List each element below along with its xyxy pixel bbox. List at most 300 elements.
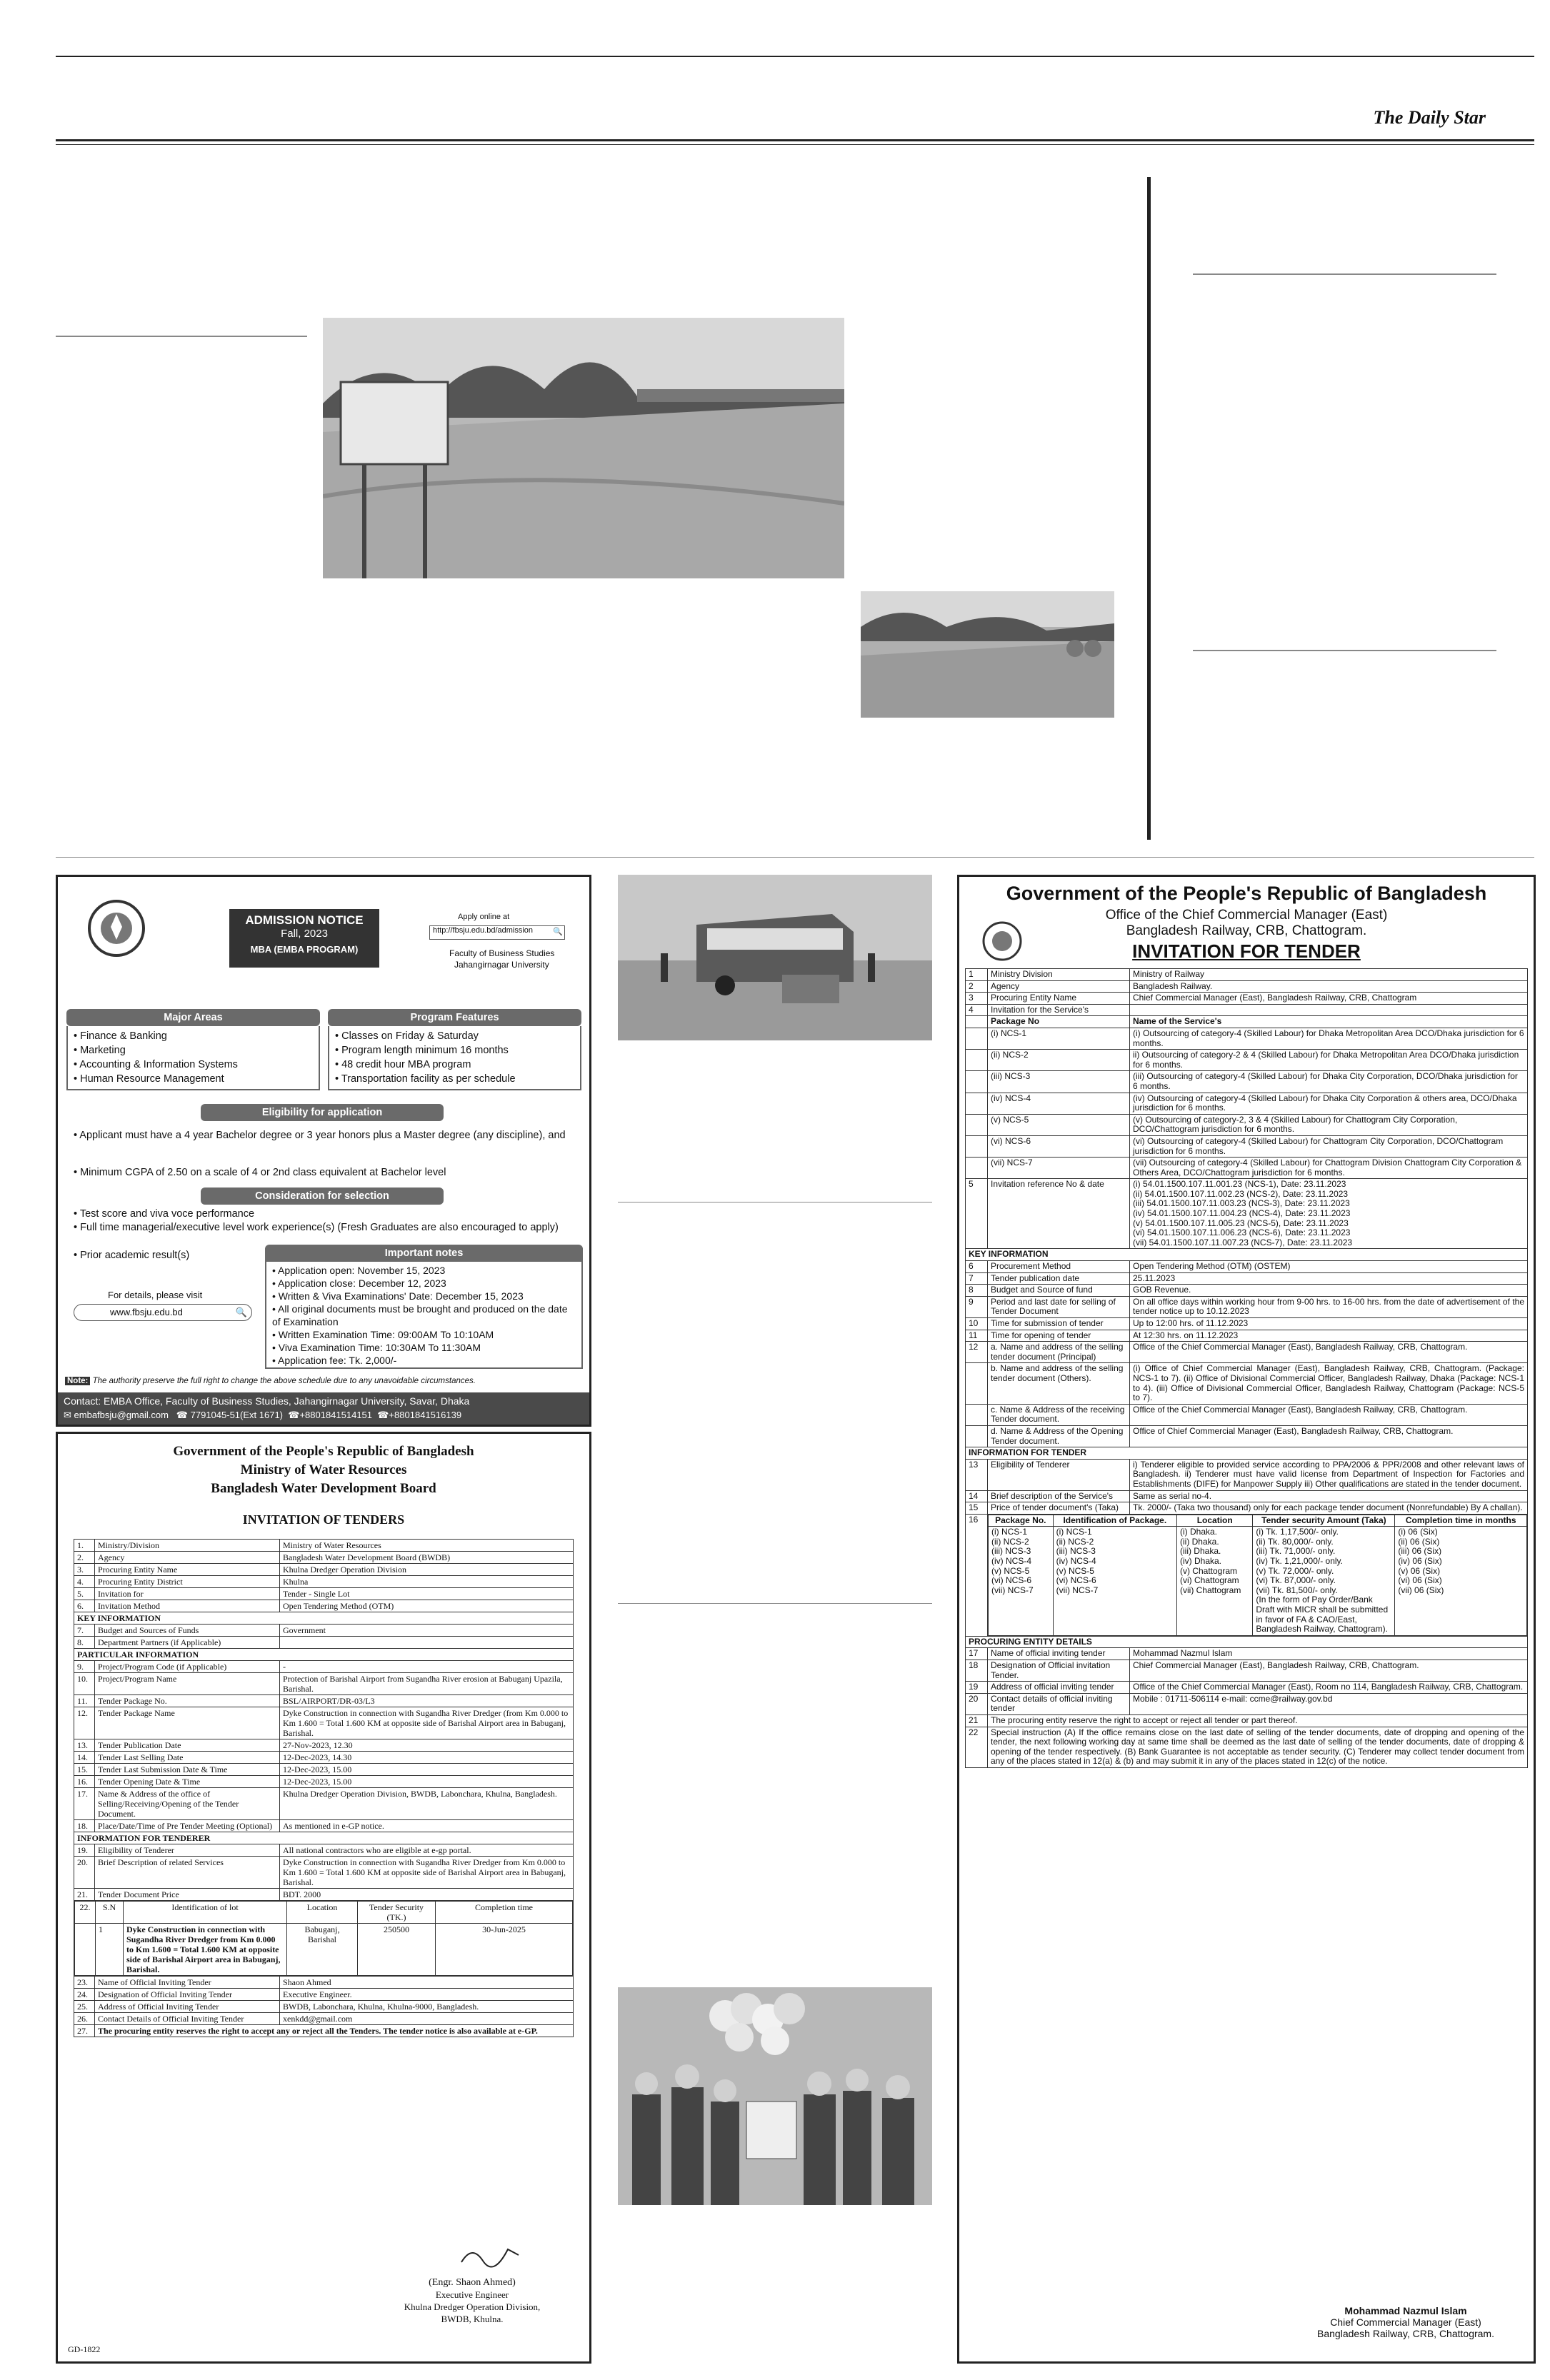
reference-value: (v) 54.01.1500.107.11.005.23 (NCS-5), Date: 23.11.2023 xyxy=(1133,1217,1349,1228)
row-number: 26. xyxy=(74,2013,95,2025)
important-notes-title: Important notes xyxy=(265,1245,583,1262)
top-rule xyxy=(56,56,1534,57)
package-header: Name of the Service's xyxy=(1130,1016,1528,1028)
row-number: 1 xyxy=(966,969,988,981)
masthead-logo: The Daily Star xyxy=(1373,107,1486,128)
lot-cell: 1 xyxy=(96,1924,124,1976)
phone-icon: ☎ xyxy=(377,1410,389,1420)
contact-bar xyxy=(58,1392,589,1425)
row-value: Khulna Dredger Operation Division xyxy=(280,1564,574,1576)
row-number: 1. xyxy=(74,1540,95,1552)
note-item: • Written & Viva Examinations' Date: December 15, 2023 xyxy=(272,1290,524,1302)
row-value: BWDB, Labonchara, Khulna, Khulna-9000, Bangladesh. xyxy=(280,2001,574,2013)
row-value: Office of the Chief Commercial Manager (East), Bangladesh Railway, CRB, Chattogram. xyxy=(1130,1342,1528,1363)
row-value: 12-Dec-2023, 14.30 xyxy=(280,1752,574,1764)
row-value: Same as serial no-4. xyxy=(1130,1490,1528,1502)
row-number xyxy=(966,1016,988,1028)
row-number: 5. xyxy=(74,1588,95,1600)
major-area-item: • Finance & Banking xyxy=(74,1030,167,1042)
row-value: Up to 12:00 hrs. of 11.12.2023 xyxy=(1130,1318,1528,1330)
row-label: c. Name & Address of the receiving Tender document. xyxy=(988,1404,1130,1425)
tender-row xyxy=(966,1318,1528,1330)
row-label: d. Name & Address of the Opening Tender document. xyxy=(988,1425,1130,1447)
row-label: Tender Package No. xyxy=(95,1695,280,1707)
reference-value: (vi) 54.01.1500.107.11.006.23 (NCS-6), Date: 23.11.2023 xyxy=(1133,1227,1351,1238)
row-number: 21. xyxy=(74,1889,95,1901)
tender-row xyxy=(966,1648,1528,1660)
header-rule-2 xyxy=(56,144,1534,145)
row-number: 16 xyxy=(966,1514,988,1636)
tender-row xyxy=(74,1552,574,1564)
row-value: Executive Engineer. xyxy=(280,1989,574,2001)
admission-term: Fall, 2023 xyxy=(281,928,328,940)
lot-cell xyxy=(75,1924,96,1976)
row-number xyxy=(966,1028,988,1049)
security-cell xyxy=(988,1514,1528,1636)
row-label: Name of official inviting tender xyxy=(988,1648,1130,1660)
row-number: 13. xyxy=(74,1739,95,1752)
bwdb-signature-mark xyxy=(458,2241,522,2269)
row-number xyxy=(966,1363,988,1404)
major-areas-box xyxy=(66,1026,320,1090)
major-area-item: • Human Resource Management xyxy=(74,1073,224,1085)
note-text: The authority preserve the full right to change the above schedule due to any unavoidable circumstances. xyxy=(92,1377,476,1385)
security-table xyxy=(988,1515,1527,1636)
apply-label: Apply online at xyxy=(458,913,510,921)
header-rule xyxy=(56,139,1534,141)
row-number: 15 xyxy=(966,1502,988,1515)
row-number: 8 xyxy=(966,1285,988,1297)
package-header: Package No xyxy=(988,1016,1130,1028)
feature-item: • 48 credit hour MBA program xyxy=(335,1059,471,1070)
row-label: Ministry/Division xyxy=(95,1540,280,1552)
bwdb-heading-2: Ministry of Water Resources xyxy=(240,1462,407,1477)
package-name: (v) Outsourcing of category-2, 3 & 4 (Skilled Labour) for Chattogram City Corporation, DCO/Chattogram jurisdiction for 6 months. xyxy=(1130,1114,1528,1135)
tender-row xyxy=(74,1977,574,1989)
lot-header-cell: Tender Security (TK.) xyxy=(358,1902,436,1924)
row-value: Chief Commercial Manager (East), Bangladesh Railway, CRB, Chattogram. xyxy=(1130,1660,1528,1682)
bwdb-code: GD-1822 xyxy=(68,2344,101,2354)
row-label: Name & Address of the office of Selling/Receiving/Opening of the Tender Document. xyxy=(95,1788,280,1820)
info-tender-heading xyxy=(966,1447,1528,1460)
row-number: 2 xyxy=(966,980,988,993)
eligibility-item: • Applicant must have a 4 year Bachelor degree or 3 year honors plus a Master degree (any discipline), and xyxy=(74,1130,566,1141)
tender-row xyxy=(966,1363,1528,1404)
security-header-cell: Location xyxy=(1176,1515,1252,1527)
tender-row xyxy=(74,1844,574,1857)
security-body-row xyxy=(989,1527,1527,1636)
lot-cell: Babuganj, Barishal xyxy=(287,1924,358,1976)
tender-row xyxy=(966,980,1528,993)
row-value: 25.11.2023 xyxy=(1130,1272,1528,1285)
note-item: • Application fee: Tk. 2,000/- xyxy=(272,1355,397,1366)
row-number xyxy=(966,1158,988,1179)
note-item: • Viva Examination Time: 10:30AM To 11:30AM xyxy=(272,1342,481,1353)
row-label: b. Name and address of the selling tender document (Others). xyxy=(988,1363,1130,1404)
row-label: Invitation reference No & date xyxy=(988,1179,1130,1249)
lot-header-cell: S.N xyxy=(96,1902,124,1924)
row-label: Place/Date/Time of Pre Tender Meeting (Optional) xyxy=(95,1820,280,1832)
tender-row xyxy=(74,1752,574,1764)
feature-item: • Classes on Friday & Saturday xyxy=(335,1030,479,1042)
row-label: Budget and Source of fund xyxy=(988,1285,1130,1297)
contact-email: embafbsju@gmail.com xyxy=(74,1410,169,1420)
railway-tender-notice xyxy=(957,875,1536,2364)
bwdb-title: INVITATION OF TENDERS xyxy=(242,1512,405,1527)
railway-title: INVITATION FOR TENDER xyxy=(1132,940,1361,962)
row-number: 13 xyxy=(966,1459,988,1490)
security-loc: (i) Dhaka. (ii) Dhaka. (iii) Dhaka. (iv) Dhaka. (v) Chattogram (vi) Chattogram (vii) Chattogram xyxy=(1176,1527,1252,1636)
row-number: 17. xyxy=(74,1788,95,1820)
row-value: BSL/AIRPORT/DR-03/L3 xyxy=(280,1695,574,1707)
security-header-cell: Tender security Amount (Taka) xyxy=(1253,1515,1395,1527)
section-heading: INFORMATION FOR TENDERER xyxy=(74,1832,574,1844)
railway-signature-block xyxy=(1288,2305,1524,2339)
reference-values xyxy=(1130,1179,1528,1249)
row-label: Eligibility of Tenderer xyxy=(95,1844,280,1857)
row-number: 6 xyxy=(966,1261,988,1273)
row-label: Department Partners (if Applicable) xyxy=(95,1637,280,1649)
lot-cell: Dyke Construction in connection with Sugandha River Dredger from Km 0.000 to Km 1.600 = Total 1.600 KM at opposite side of Barishal Airport area in Babuganj, Barishal. xyxy=(124,1924,287,1976)
details-label: For details, please visit xyxy=(108,1290,203,1300)
package-no: (v) NCS-5 xyxy=(988,1114,1130,1135)
row-number: 20 xyxy=(966,1693,988,1714)
row-number xyxy=(966,1114,988,1135)
faculty-name: Faculty of Business Studies xyxy=(449,948,555,958)
row-value: Shaon Ahmed xyxy=(280,1977,574,1989)
tender-row xyxy=(74,1661,574,1673)
row-label: Tender publication date xyxy=(988,1272,1130,1285)
bwdb-tender-notice xyxy=(56,1432,591,2364)
package-no: (vii) NCS-7 xyxy=(988,1158,1130,1179)
row-number: 20. xyxy=(74,1857,95,1889)
row-label: Contact details of official inviting tender xyxy=(988,1693,1130,1714)
lot-cell: 30-Jun-2025 xyxy=(436,1924,573,1976)
apply-url-box[interactable] xyxy=(429,925,565,940)
security-header-row xyxy=(989,1515,1527,1527)
lot-table-row xyxy=(74,1901,574,1977)
bwdb-signature-block xyxy=(358,2276,586,2325)
row-value: 12-Dec-2023, 15.00 xyxy=(280,1776,574,1788)
row-value: Open Tendering Method (OTM) (OSTEM) xyxy=(1130,1261,1528,1273)
reference-value: (vii) 54.01.1500.107.11.007.23 (NCS-7), Date: 23.11.2023 xyxy=(1133,1237,1353,1247)
row-number xyxy=(966,1425,988,1447)
lot-table-cell xyxy=(74,1901,574,1977)
row-number: 18 xyxy=(966,1660,988,1682)
security-header-cell: Package No. xyxy=(989,1515,1054,1527)
reference-value: (ii) 54.01.1500.107.11.002.23 (NCS-2), Date: 23.11.2023 xyxy=(1133,1188,1349,1199)
row-label: Brief Description of related Services xyxy=(95,1857,280,1889)
package-row xyxy=(966,1158,1528,1179)
row-number: 25. xyxy=(74,2001,95,2013)
row-value: GOB Revenue. xyxy=(1130,1285,1528,1297)
program-features-box xyxy=(328,1026,581,1090)
lot-header-row xyxy=(75,1902,573,1924)
bwdb-heading-3: Bangladesh Water Development Board xyxy=(211,1481,436,1496)
security-ident: (i) NCS-1 (ii) NCS-2 (iii) NCS-3 (iv) NCS-4 (v) NCS-5 (vi) NCS-6 (vii) NCS-7 xyxy=(1053,1527,1176,1636)
row-label: Name of Official Inviting Tender xyxy=(95,1977,280,1989)
admission-title: ADMISSION NOTICE xyxy=(245,913,364,927)
tender-row xyxy=(966,1004,1528,1016)
row-value: (i) Office of Chief Commercial Manager (East), Bangladesh Railway, CRB, Chattogram. (Package: NCS-1 to 7). (ii) Office of Divisional Commercial Officer, Bangladesh Railway, Dhaka (Package: NCS-1 to 4). (iii) Office of Divisional Commercial Officer, Bangladesh Railway, Chattogram (Package: NCS-5 to 7). xyxy=(1130,1363,1528,1404)
tender-row xyxy=(74,2025,574,2037)
package-name: ii) Outsourcing of category-2 & 4 (Skilled Labour) for Dhaka Metropolitan Area DCO/Dhaka jurisdiction for 6 months. xyxy=(1130,1050,1528,1071)
row-label: Agency xyxy=(95,1552,280,1564)
row-label: Invitation for xyxy=(95,1588,280,1600)
row-label: Project/Program Code (if Applicable) xyxy=(95,1661,280,1673)
row-number: 18. xyxy=(74,1820,95,1832)
row-label: Tender Document Price xyxy=(95,1889,280,1901)
row-value: 12-Dec-2023, 15.00 xyxy=(280,1764,574,1776)
row-label: Brief description of the Service's xyxy=(988,1490,1130,1502)
important-notes-box xyxy=(265,1262,583,1369)
major-area-item: • Accounting & Information Systems xyxy=(74,1059,238,1070)
right-column-rule-1 xyxy=(1193,273,1496,275)
tender-row xyxy=(966,1285,1528,1297)
contact-line xyxy=(64,1408,584,1422)
key-info-heading xyxy=(966,1249,1528,1261)
admission-notice-ad xyxy=(56,875,591,1427)
inauguration-photo xyxy=(618,1987,932,2205)
row-number: 17 xyxy=(966,1648,988,1660)
package-header-row xyxy=(966,1016,1528,1028)
row-value: Chief Commercial Manager (East), Bangladesh Railway, CRB, Chattogram xyxy=(1130,993,1528,1005)
lot-header-cell: 22. xyxy=(75,1902,96,1924)
row-number: 7 xyxy=(966,1272,988,1285)
section-heading: KEY INFORMATION xyxy=(74,1612,574,1625)
row-value: All national contractors who are eligible at e-gp portal. xyxy=(280,1844,574,1857)
package-name: (i) Outsourcing of category-4 (Skilled Labour) for Dhaka Metropolitan Area DCO/Dhaka jurisdiction for 6 months. xyxy=(1130,1028,1528,1049)
row-label: Contact Details of Official Inviting Tender xyxy=(95,2013,280,2025)
bus-accident-photo xyxy=(618,875,932,1040)
row-number: 4 xyxy=(966,1004,988,1016)
row-label: Price of tender document's (Taka) xyxy=(988,1502,1130,1515)
middle-column-rule-2 xyxy=(618,1603,932,1604)
row-label: Ministry Division xyxy=(988,969,1130,981)
tender-row xyxy=(966,1693,1528,1714)
tender-row xyxy=(74,1788,574,1820)
tender-row xyxy=(74,1673,574,1695)
row-value xyxy=(280,1637,574,1649)
phone-icon: ☎ xyxy=(288,1410,300,1420)
consideration-item: • Test score and viva voce performance xyxy=(74,1208,255,1220)
tender-row xyxy=(74,1625,574,1637)
row-number: 6. xyxy=(74,1600,95,1612)
package-no: (iii) NCS-3 xyxy=(988,1071,1130,1093)
lot-header-cell: Completion time xyxy=(436,1902,573,1924)
security-amt: (i) Tk. 1,17,500/- only. (ii) Tk. 80,000/- only. (iii) Tk. 71,000/- only. (iv) Tk. 1,21,000/- only. (v) Tk. 72,000/- only. (vi) Tk. 87,000/- only. (vii) Tk. 81,500/- only. (In the form of Pay Order/Bank Draft with MICR shall be submitted in favor of FA & CAO/East, Bangladesh Railway, Chattogram). xyxy=(1253,1527,1395,1636)
tender-row xyxy=(74,1588,574,1600)
tender-row xyxy=(74,1776,574,1788)
row-label: Budget and Sources of Funds xyxy=(95,1625,280,1637)
column-divider xyxy=(56,336,307,337)
row-number: 16. xyxy=(74,1776,95,1788)
key-info-heading-cell: KEY INFORMATION xyxy=(966,1249,1528,1261)
row-value: - xyxy=(280,1661,574,1673)
row-number: 11. xyxy=(74,1695,95,1707)
consideration-title: Consideration for selection xyxy=(201,1188,444,1205)
email-icon: ✉ xyxy=(64,1410,71,1420)
row-label: Eligibility of Tenderer xyxy=(988,1459,1130,1490)
row-number xyxy=(966,1093,988,1114)
inauguration-image xyxy=(618,1987,932,2205)
tender-row xyxy=(74,1600,574,1612)
note-item: • Written Examination Time: 09:00AM To 10:10AM xyxy=(272,1329,494,1340)
tender-row xyxy=(966,1272,1528,1285)
tender-row xyxy=(966,969,1528,981)
tender-row xyxy=(966,1682,1528,1694)
tender-row xyxy=(74,1540,574,1552)
tender-row xyxy=(74,1564,574,1576)
package-no: (iv) NCS-4 xyxy=(988,1093,1130,1114)
row-label: Period and last date for selling of Tender Document xyxy=(988,1296,1130,1317)
row-text: The procuring entity reserves the right to accept any or reject all the Tenders. The tender notice is also available at e-GP. xyxy=(95,2025,574,2037)
lot-header-cell: Location xyxy=(287,1902,358,1924)
security-time: (i) 06 (Six) (ii) 06 (Six) (iii) 06 (Six) (iv) 06 (Six) (v) 06 (Six) (vi) 06 (Six) (vii) 06 (Six) xyxy=(1395,1527,1527,1636)
row-number: 24. xyxy=(74,1989,95,2001)
railway-heading-1: Government of the People's Republic of Bangladesh xyxy=(1006,883,1487,904)
row-number: 9. xyxy=(74,1661,95,1673)
bwdb-sig-title: Executive Engineer xyxy=(435,2289,509,2300)
river-bank-photo xyxy=(323,318,844,578)
major-areas-title: Major Areas xyxy=(66,1009,320,1026)
row-value: Mobile : 01711-506114 e-mail: ccme@railway.gov.bd xyxy=(1130,1693,1528,1714)
tender-row xyxy=(74,1695,574,1707)
row-number: 7. xyxy=(74,1625,95,1637)
railway-sig-name: Mohammad Nazmul Islam xyxy=(1344,2305,1467,2316)
row-text: Special instruction (A) If the office remains close on the last date of selling of the tender documents, date of dropping and opening of the tender, the next following working day at same time shall be deemed as the last date of selling of the tender documents, date of dropping & opening of the tender respectively. (B) Bank Guarantee is not acceptable as tender security. (C) Tenderer may collect tender document from any of the places stated in 12(a) & (b) and may submit it in any of the places stated in 12(c) of the notice. xyxy=(988,1727,1528,1767)
row-label: Procuring Entity Name xyxy=(988,993,1130,1005)
package-name: (iii) Outsourcing of category-4 (Skilled Labour) for Dhaka City Corporation, DCO/Dhaka jurisdiction for 6 months. xyxy=(1130,1071,1528,1093)
tender-row xyxy=(74,2013,574,2025)
row-number: 21 xyxy=(966,1714,988,1727)
row-value: At 12:30 hrs. on 11.12.2023 xyxy=(1130,1330,1528,1342)
tender-row xyxy=(966,1296,1528,1317)
row-number: 3 xyxy=(966,993,988,1005)
package-name: (vi) Outsourcing of category-4 (Skilled Labour) for Chattogram City Corporation, DCO/Chattogram jurisdiction for 6 months. xyxy=(1130,1135,1528,1157)
search-icon: 🔍 xyxy=(553,928,563,936)
contact-phone: +8801841514151 xyxy=(299,1410,373,1420)
admission-title-banner xyxy=(229,909,379,968)
tender-row xyxy=(966,1261,1528,1273)
row-label: Designation of Official invitation Tender. xyxy=(988,1660,1130,1682)
package-no: (ii) NCS-2 xyxy=(988,1050,1130,1071)
package-name: (iv) Outsourcing of category-4 (Skilled Labour) for Dhaka City Corporation & others area, DCO/Dhaka jurisdiction for 6 months. xyxy=(1130,1093,1528,1114)
row-number: 14 xyxy=(966,1490,988,1502)
row-number: 11 xyxy=(966,1330,988,1342)
tender-row xyxy=(74,1989,574,2001)
lot-row xyxy=(75,1924,573,1976)
security-pkg: (i) NCS-1 (ii) NCS-2 (iii) NCS-3 (iv) NCS-4 (v) NCS-5 (vi) NCS-6 (vii) NCS-7 xyxy=(989,1527,1054,1636)
railway-table xyxy=(965,968,1528,1768)
university-seal-icon xyxy=(81,893,152,964)
row-value: Office of the Chief Commercial Manager (East), Room no 114, Bangladesh Railway, CRB, Chattogram. xyxy=(1130,1682,1528,1694)
row-label: Procuring Entity District xyxy=(95,1576,280,1588)
package-row xyxy=(966,1071,1528,1093)
reference-value: (iii) 54.01.1500.107.11.003.23 (NCS-3), Date: 23.11.2023 xyxy=(1133,1198,1350,1209)
info-tender-heading-cell: INFORMATION FOR TENDER xyxy=(966,1447,1528,1460)
apply-url: http://fbsju.edu.bd/admission xyxy=(433,926,534,935)
tender-row xyxy=(74,1889,574,1901)
row-label: Time for submission of tender xyxy=(988,1318,1130,1330)
bwdb-sig-office: Khulna Dredger Operation Division, xyxy=(404,2301,541,2312)
row-value: On all office days within working hour from 9-00 hrs. to 16-00 hrs. from the date of advertisement of the tender notice up to 10.12.2023 xyxy=(1130,1296,1528,1317)
tender-row xyxy=(74,1739,574,1752)
riverside-pipes-image xyxy=(861,591,1114,718)
row-number: 10 xyxy=(966,1318,988,1330)
row-label: Designation of Official Inviting Tender xyxy=(95,1989,280,2001)
tender-row xyxy=(966,1459,1528,1490)
tender-row xyxy=(966,1714,1528,1727)
feature-item: • Transportation facility as per schedule xyxy=(335,1073,516,1085)
phone-icon: ☎ xyxy=(176,1410,188,1420)
lot-header-cell: Identification of lot xyxy=(124,1902,287,1924)
note-item: • Application close: December 12, 2023 xyxy=(272,1277,446,1289)
details-url-box[interactable] xyxy=(74,1304,252,1321)
disclaimer-line xyxy=(65,1377,586,1385)
row-number: 27. xyxy=(74,2025,95,2037)
security-header-cell: Completion time in months xyxy=(1395,1515,1527,1527)
program-features-title: Program Features xyxy=(328,1009,581,1026)
row-label: Procuring Entity Name xyxy=(95,1564,280,1576)
search-icon: 🔍 xyxy=(235,1307,247,1317)
row-number: 22 xyxy=(966,1727,988,1767)
row-number xyxy=(966,1050,988,1071)
details-url: www.fbsju.edu.bd xyxy=(110,1307,183,1317)
row-number: 5 xyxy=(966,1179,988,1249)
row-value: Bangladesh Railway. xyxy=(1130,980,1528,993)
reference-value: (i) 54.01.1500.107.11.001.23 (NCS-1), Date: 23.11.2023 xyxy=(1133,1179,1346,1190)
railway-sig-org: Bangladesh Railway, CRB, Chattogram. xyxy=(1317,2328,1494,2339)
row-value: Office of Chief Commercial Manager (East), Bangladesh Railway, CRB, Chattogram. xyxy=(1130,1425,1528,1447)
tender-row xyxy=(74,1764,574,1776)
row-value: Tk. 2000/- (Taka two thousand) only for each package tender document (Nonrefundable) By A challan). xyxy=(1130,1502,1528,1515)
row-number: 9 xyxy=(966,1296,988,1317)
package-name: (vii) Outsourcing of category-4 (Skilled Labour) for Chattogram Division Chattogram City Corporation & Others Area, DCO/Chattogram jurisdiction for 6 months. xyxy=(1130,1158,1528,1179)
tender-row xyxy=(966,1342,1528,1363)
lot-table xyxy=(74,1901,573,1976)
reference-value: (iv) 54.01.1500.107.11.004.23 (NCS-4), Date: 23.11.2023 xyxy=(1133,1208,1351,1219)
row-label: Procurement Method xyxy=(988,1261,1130,1273)
admission-program: MBA (EMBA PROGRAM) xyxy=(250,944,359,955)
row-label: Tender Last Selling Date xyxy=(95,1752,280,1764)
tender-row xyxy=(966,1502,1528,1515)
section-divider xyxy=(56,857,1534,858)
security-header-cell: Identification of Package. xyxy=(1053,1515,1176,1527)
row-value: Ministry of Railway xyxy=(1130,969,1528,981)
row-value: i) Tenderer eligible to provided service according to PPA/2006 & PPR/2008 and other relevant laws of Bangladesh. ii) Tenderer must have valid license from Department of Inspection for Factories and Establishments (DIFE) for Manpower Supply iii) Other qualifications are stated in the tender document. xyxy=(1130,1459,1528,1490)
contact-phone: 7791045-51(Ext 1671) xyxy=(190,1410,283,1420)
note-item: • Application open: November 15, 2023 xyxy=(272,1265,446,1276)
row-label: Tender Package Name xyxy=(95,1707,280,1739)
major-area-item: • Marketing xyxy=(74,1045,126,1056)
row-label: Tender Last Submission Date & Time xyxy=(95,1764,280,1776)
tender-row xyxy=(966,1425,1528,1447)
tender-row xyxy=(966,1727,1528,1767)
row-value: Mohammad Nazmul Islam xyxy=(1130,1648,1528,1660)
consideration-item: • Full time managerial/executive level work experience(s) (Fresh Graduates are also encouraged to apply) xyxy=(74,1222,559,1233)
bwdb-sig-org: BWDB, Khulna. xyxy=(441,2314,504,2324)
tender-row xyxy=(74,1612,574,1625)
tender-row xyxy=(966,1404,1528,1425)
tender-row xyxy=(966,1330,1528,1342)
railway-emblem-icon xyxy=(981,920,1024,963)
bwdb-table xyxy=(74,1539,574,2037)
contact-phone: +8801841516139 xyxy=(389,1410,462,1420)
row-number: 8. xyxy=(74,1637,95,1649)
tender-row xyxy=(74,2001,574,2013)
row-number: 15. xyxy=(74,1764,95,1776)
